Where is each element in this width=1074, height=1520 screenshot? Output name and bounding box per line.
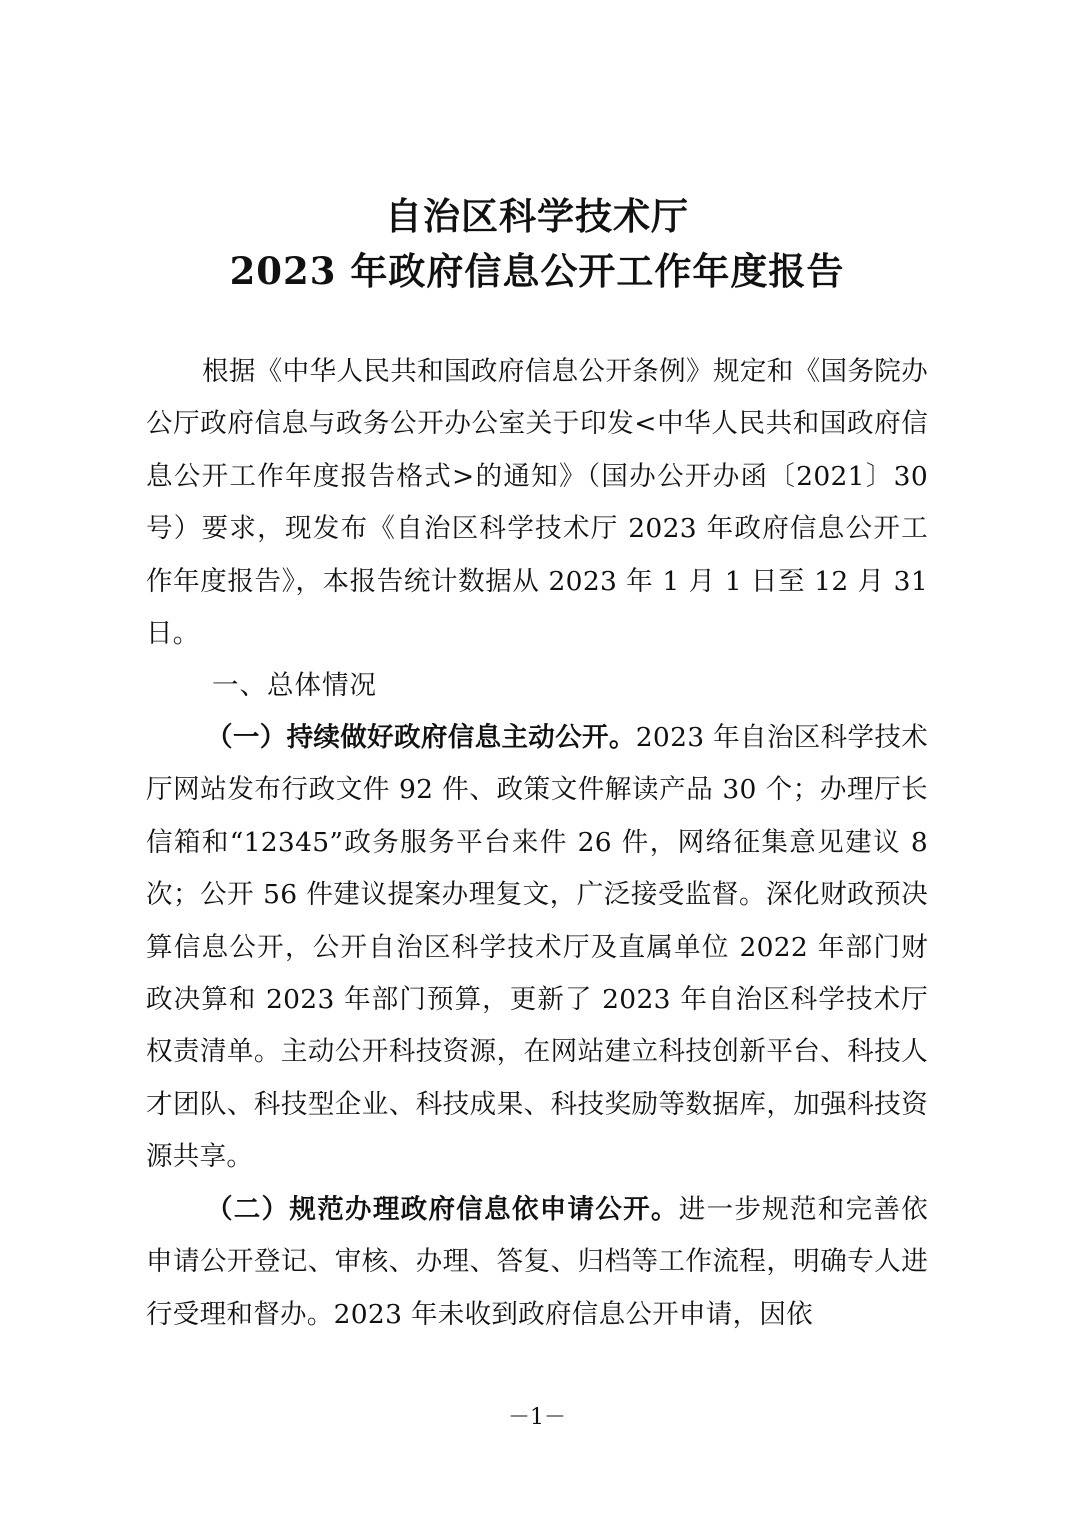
intro-paragraph: 根据《中华人民共和国政府信息公开条例》规定和《国务院办公厅政府信息与政务公开办公室关于印发<中华人民共和国政府信息公开工作年度报告格式>的通知》（国办公开办函〔2021〕30 号）要求，现发布《自治区科学技术厅 2023 年政府信息公开工作年度报告》，本报告统计数据从 2023 年 1 月 1 日至 12 月 31 日。 [146, 356, 928, 650]
report-title-line-2: 2023 年政府信息公开工作年度报告 [229, 249, 845, 293]
page-number: －1－ [508, 1405, 566, 1430]
subsection-1-lead: （一）持续做好政府信息主动公开。 [206, 722, 636, 753]
subsection-2-body: 进一步规范和完善依申请公开登记、审核、办理、答复、归档等工作流程，明确专人进行受理和督办。2023 年未收到政府信息公开申请，因依 [146, 1194, 928, 1330]
report-title-line-1: 自治区科学技术厅 [385, 194, 689, 238]
subsection-2-lead: （二）规范办理政府信息依申请公开。 [206, 1194, 679, 1225]
subsection-1-paragraph [146, 712, 928, 1184]
subsection-2-paragraph [146, 1184, 928, 1341]
subsection-1-body: 2023 年自治区科学技术厅网站发布行政文件 92 件、政策文件解读产品 30 个；办理厅长信箱和“12345”政务服务平台来件 26 件，网络征集意见建议 8 次；公开 56 件建议提案办理复文，广泛接受监督。深化财政预决算信息公开，公开自治区科学技术厅及直属单位 2022 年部门财政决算和 2023 年部门预算，更新了 2023 年自治区科学技术厅权责清单。主动公开科技资源，在网站建立科技创新平台、科技人才团队、科技型企业、科技成果、科技奖励等数据库，加强科技资源共享。 [146, 722, 928, 1173]
section-heading-overview: 一、总体情况 [212, 670, 377, 701]
